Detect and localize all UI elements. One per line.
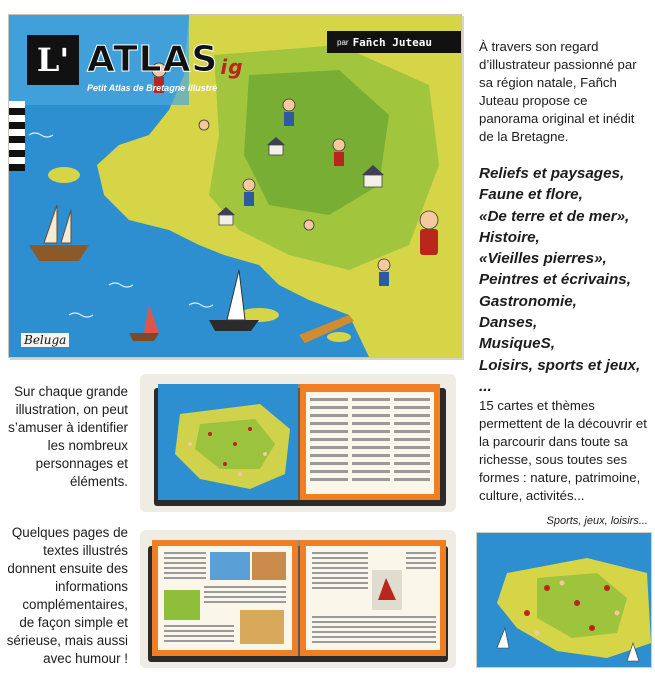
cover-title xyxy=(87,35,244,83)
cover-subtitle: Petit Atlas de Bretagne illustré xyxy=(87,83,218,93)
caption-text-pages: Quelques pages de textes illustrés donnent ensuite des informations complémentaires, de façon simple et sérieuse, mais aussi avec humour ! xyxy=(6,525,128,666)
theme-item: Gastronomie, xyxy=(479,292,577,310)
open-book-text-photo xyxy=(140,530,456,668)
theme-item: MusiqueS, xyxy=(479,335,555,353)
theme-item: Loisirs, sports et jeux, xyxy=(479,356,641,374)
theme-item: Histoire, xyxy=(479,228,540,246)
cover-title-prefix: L' xyxy=(27,35,79,85)
thumbnail-caption: Sports, jeux, loisirs... xyxy=(546,515,648,527)
publisher-logo: Beluga xyxy=(21,333,69,347)
theme-item: «Vieilles pierres», xyxy=(479,250,607,268)
cover-title-suffix: ig xyxy=(220,55,244,79)
sports-map-thumbnail xyxy=(476,532,652,668)
theme-item: ... xyxy=(479,377,492,395)
cover-title-main: ATLAS xyxy=(87,38,219,80)
theme-item: Peintres et écrivains, xyxy=(479,271,631,289)
caption-illustration: Sur chaque grande illustration, on peut s’amuser à identifier les nombreux personnages et éléments. xyxy=(8,384,128,489)
summary-paragraph: 15 cartes et thèmes permettent de la découvrir et la parcourir dans toute sa richesse, sous toutes ses formes : nature, patrimoine, culture, activités... xyxy=(479,398,647,503)
theme-item: Danses, xyxy=(479,314,538,332)
intro-paragraph: À travers son regard d’illustrateur passionné par sa région natale, Fañch Juteau propose ce panorama original et inédit de la Bretagne. xyxy=(479,39,637,144)
theme-item: Faune et flore, xyxy=(479,186,583,204)
book-cover xyxy=(8,14,462,358)
themes-list xyxy=(479,163,655,397)
theme-item: Reliefs et paysages, xyxy=(479,165,625,182)
author-name: Fañch Juteau xyxy=(352,35,433,49)
cover-stripes xyxy=(9,101,25,171)
open-book-map-photo xyxy=(140,374,456,512)
cover-author xyxy=(327,31,461,53)
theme-item: «De terre et de mer», xyxy=(479,207,630,225)
author-prefix: par xyxy=(337,37,349,47)
